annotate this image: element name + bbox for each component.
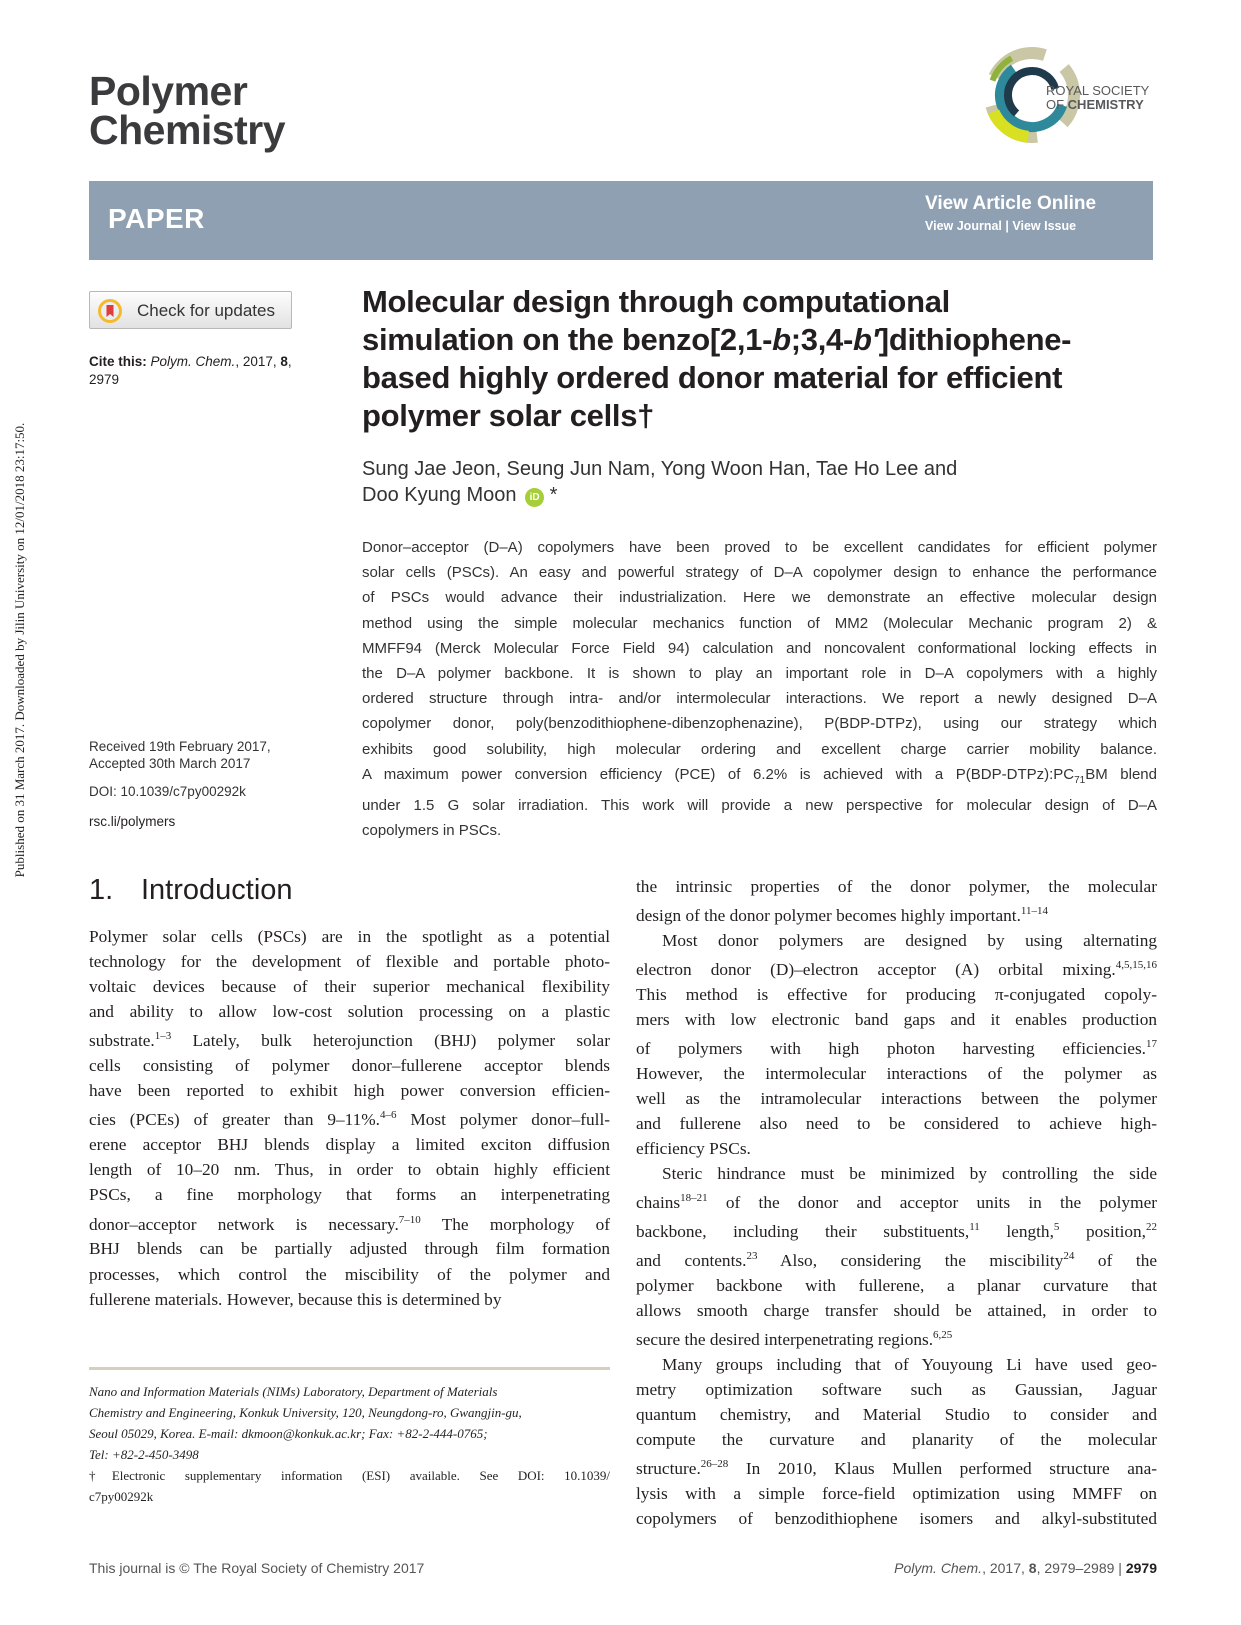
citation-ref[interactable]: 23 <box>746 1250 758 1263</box>
view-article-online-link[interactable]: View Article Online <box>925 193 1097 214</box>
cite-this: Cite this: Polym. Chem., 2017, 8, 2979 <box>89 354 292 387</box>
citation-ref[interactable]: 4–6 <box>380 1109 397 1122</box>
page-number: 2979 <box>1125 1560 1157 1576</box>
esi-note: †Electronic supplementary information (ESI) available. See DOI: 10.1039/ <box>89 1468 610 1483</box>
banner-links <box>925 219 1115 233</box>
body-left-column: Polymer solar cells (PSCs) are in the spotlight as a potential technology for the development of flexible and portable photo- voltaic devices because of their superior mechanical flexibility and ability to allow low-cost solution processing on a plastic substrate.$^{1-3}$ Lately, bulk heterojunction (BHJ) polymer solar cells consisting of polymer donor–fullerene acceptor blends have been reported to exhibit high power conversion efficien- cies (PCEs) of greater than 9–11%.$^{4-6}$ Most polymer donor–full- erene acceptor BHJ blends display a limited exciton diffusion length of 10–20 nm. Thus, in order to obtain highly efficient PSCs, a fine morphology that forms an interpenetrating donor–acceptor network is necessary.$^{7-10}$ The morphology of BHJ blends can be partially adjusted through film formation processes, which control the miscibility of the polymer and fullerene materials. However, because this is determined by <box>89 927 610 1309</box>
view-journal-link[interactable]: View Journal <box>925 219 1002 233</box>
citation-ref[interactable]: 6,25 <box>933 1329 953 1342</box>
check-for-updates-button[interactable]: Check for updates <box>89 291 292 329</box>
citation-ref[interactable]: 5 <box>1053 1221 1060 1234</box>
article-type-label: PAPER <box>108 203 205 234</box>
citation-ref[interactable]: 7–10 <box>398 1213 421 1226</box>
doi[interactable]: DOI: 10.1039/c7py00292k <box>89 784 246 799</box>
orcid-icon[interactable]: iD <box>525 488 544 507</box>
footnotes: Nano and Information Materials (NIMs) Laboratory, Department of Materials Chemistry and Engineering, Konkuk University, 120, Neungdong-ro, Gwangjin-gu, Seoul 05029, Korea. E-mail: dkmoon@konkuk.ac.kr; Fax: +82-2-444-0765; Tel: +82-2-450-3498 †Electronic supplementary information (ESI) available. See DOI: 10.1039/ c7py00292k <box>89 1381 610 1507</box>
article-type-banner <box>89 181 1153 260</box>
abstract-line-pcbm: A maximum power conversion efficiency (PCE) of 6.2% is achieved with a $P(BDP-DTPz):PC_{71}BM$ blend <box>362 765 1157 786</box>
rsc-wordmark: ROYAL SOCIETY OF CHEMISTRY <box>1046 83 1150 112</box>
citation-ref[interactable]: 22 <box>1146 1221 1157 1234</box>
received-dates: Received 19th February 2017, Accepted 30th March 2017 <box>89 739 271 771</box>
article-title: Molecular design through computational simulation on the benzo[2,1-b;3,4-b′]dithiophene- based highly ordered donor material for efficient polymer solar cells† <box>362 284 1072 433</box>
authors: Sung Jae Jeon, Seung Jun Nam, Yong Woon Han, Tae Ho Lee and Doo Kyung Moon iD * <box>362 458 958 506</box>
citation-ref[interactable]: 26–28 <box>700 1458 729 1471</box>
footer-citation: Polym. Chem., 2017, 8, 2979–2989 | 2979 <box>894 1560 1157 1576</box>
banner-link-separator: | <box>1005 219 1009 233</box>
journal-title: Polymer Chemistry <box>89 68 286 153</box>
download-side-note: Published on 31 March 2017. Downloaded by Jilin University on 12/01/2018 23:17:50. <box>12 422 27 878</box>
citation-ref[interactable]: 11 <box>969 1221 980 1234</box>
citation-ref[interactable]: 1–3 <box>154 1030 172 1043</box>
section-heading-introduction: 1. Introduction <box>89 874 293 906</box>
footnote-divider <box>89 1367 610 1370</box>
bookmark-badge-icon <box>97 298 123 324</box>
citation-ref[interactable]: 4,5,15,16 <box>1115 959 1157 972</box>
rsc-logo <box>982 40 1152 150</box>
esi-doi[interactable]: c7py00292k <box>89 1489 154 1504</box>
citation-ref[interactable]: 17 <box>1146 1038 1157 1051</box>
view-issue-link[interactable]: View Issue <box>1012 219 1077 233</box>
citation-ref[interactable]: 24 <box>1063 1250 1075 1263</box>
citation-ref[interactable]: 11–14 <box>1020 905 1049 918</box>
body-right-column: the intrinsic properties of the donor polymer, the molecular design of the donor polymer becomes highly important.$^{11-14}$ Most donor polymers are designed by using alternating electron donor (D)–electron acceptor (A) orbital mixing.$^{4,5,15,16}$ This method is effective for producing π-conjugated copoly- mers with low electronic band gaps and it enables production of polymers with high photon harvesting efficiencies.$^{17}$ However, the intermolecular interactions of the polymer as well as the intramolecular interactions between the polymer and fullerene also need to be considered to achieve high- efficiency PSCs. Steric hindrance must be minimized by controlling the side chains$^{18-21}$ of the donor and acceptor units in the polymer backbone, including their substituents,$^{11}$ length,$^5$ position,$^{22}$ and contents.$^{23}$ Also, considering the miscibility$^{24}$ of the polymer backbone with fullerene, a planar curvature that allows smooth charge transfer should be attained, in order to secure the desired interpenetrating regions.$^{6,25}$ Many groups including that of Youyoung Li have used geo- metry optimization software such as Gaussian, Jaguar quantum chemistry, and Material Studio to consider and compute the curvature and planarity of the molecular structure.$^{26-28}$ In 2010, Klaus Mullen performed structure ana- lysis with a simple force-field optimization using MMFF on copolymers of benzodithiophene isomers and alkyl-substituted <box>636 877 1158 1529</box>
abstract: Donor–acceptor (D–A) copolymers have been proved to be excellent candidates for efficient polymer solar cells (PSCs). An easy and powerful strategy of D–A copolymer design to enhance the performance of PSCs would advance their industrialization. Here we demonstrate an effective molecular design method using the simple molecular mechanics function of MM2 (Molecular Mechanic program 2) & MMFF94 (Merck Molecular Force Field 94) calculation and noncovalent conformational locking effects in the D–A polymer backbone. It is shown to play an important role in D–A copolymers with a highly ordered structure through intra- and/or intermolecular interactions. We report a newly designed D–A copolymer donor, poly(benzodithiophene-dibenzophenazine), P(BDP-DTPz), using our strategy which exhibits good solubility, high molecular ordering and excellent charge carrier mobility balance. A maximum power conversion efficiency (PCE) of 6.2% is achieved with a $P(BDP-DTPz):PC_{71}BM$ blend under 1.5 G solar irradiation. This work will provide a new perspective for molecular design of D–A copolymers in PSCs. <box>362 539 1157 840</box>
footer-copyright: This journal is © The Royal Society of Chemistry 2017 <box>89 1560 425 1576</box>
rsc-journal-link[interactable]: rsc.li/polymers <box>89 814 176 829</box>
citation-ref[interactable]: 18–21 <box>680 1192 708 1205</box>
